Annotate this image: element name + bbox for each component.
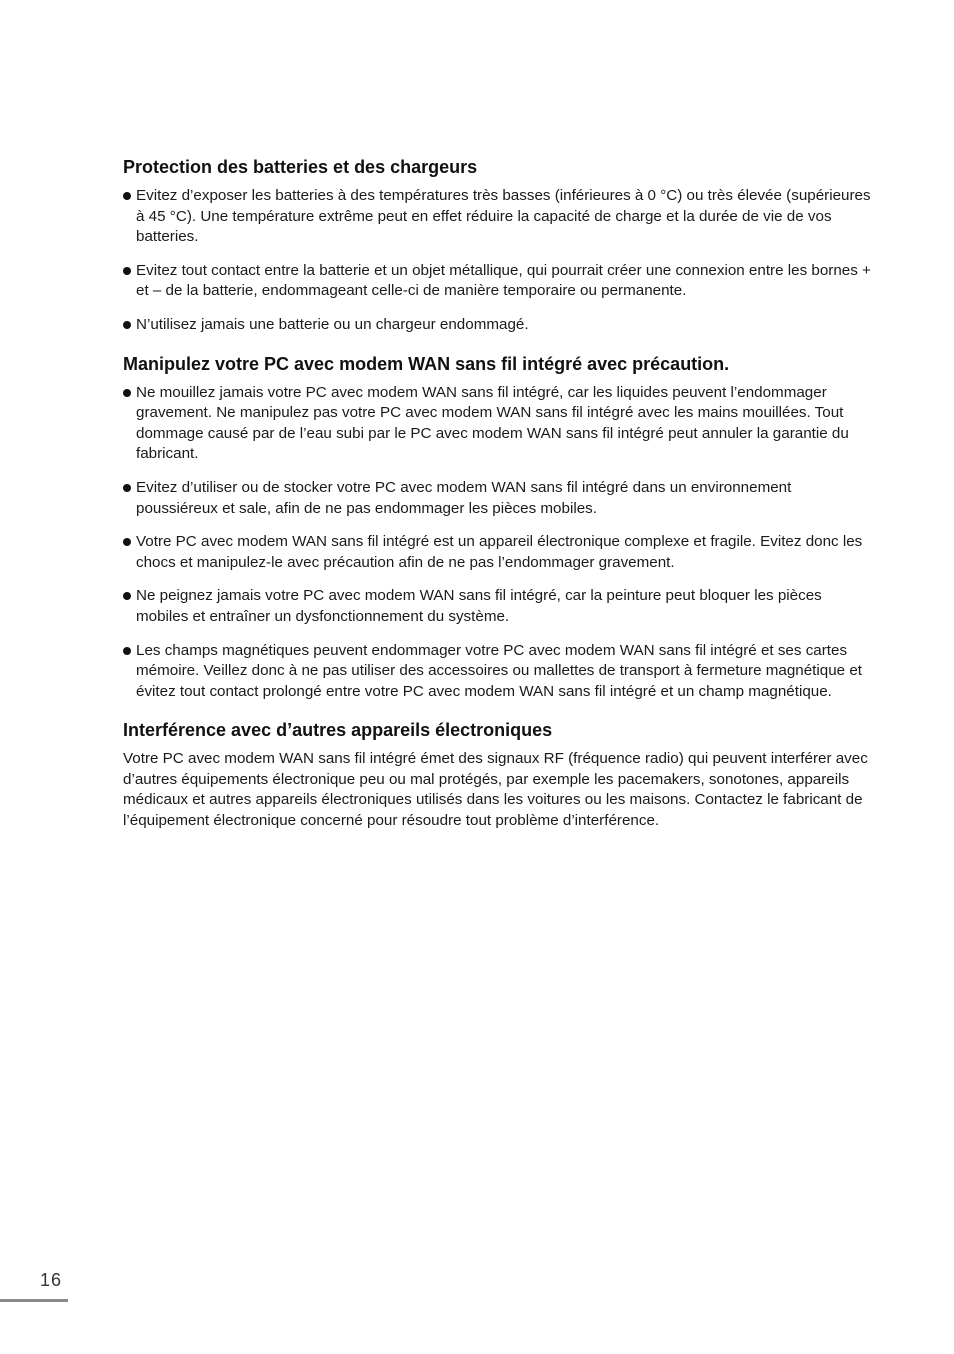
bullet-icon <box>123 321 131 329</box>
page-content <box>123 155 875 848</box>
section-handling <box>123 352 875 703</box>
section-interference <box>123 718 875 831</box>
list-item: Les champs magnétiques peuvent endommager votre PC avec modem WAN sans fil intégré et ses cartes mémoire. Veillez donc à ne pas utiliser des accessoires ou mallettes de transport à fermeture magnétique et évitez tout contact prolongé entre votre PC avec modem WAN sans fil intégré et un champ magnétique. <box>123 641 875 703</box>
bullet-icon <box>123 484 131 492</box>
list-item: Ne peignez jamais votre PC avec modem WAN sans fil intégré, car la peinture peut bloquer les pièces mobiles et entraîner un dysfonctionnement du système. <box>123 586 875 627</box>
bullet-icon <box>123 389 131 397</box>
bullet-icon <box>123 192 131 200</box>
list-item: Evitez d’exposer les batteries à des températures très basses (inférieures à 0 °C) ou très élevée (supérieures à 45 °C). Une température extrême peut en effet réduire la capacité de charge et la durée de vie de vos batteries. <box>123 186 875 248</box>
page-number-rule <box>0 1299 68 1302</box>
list-item: N’utilisez jamais une batterie ou un chargeur endommagé. <box>123 315 875 336</box>
bullet-list <box>123 186 875 336</box>
bullet-icon <box>123 647 131 655</box>
section-heading: Interférence avec d’autres appareils électroniques <box>123 720 553 741</box>
list-item: Ne mouillez jamais votre PC avec modem WAN sans fil intégré, car les liquides peuvent l’endommager gravement. Ne manipulez pas votre PC avec modem WAN sans fil intégré avec les mains mouillées. Tout dommage causé par de l’eau subi par le PC avec modem WAN sans fil intégré peut annuler la garantie du fabricant. <box>123 383 875 465</box>
body-paragraph: Votre PC avec modem WAN sans fil intégré émet des signaux RF (fréquence radio) qui peuvent interférer avec d’autres équipements électronique peu ou mal protégés, par exemple les pacemakers, sonotones, appareils médicaux et autres appareils électroniques utilisés dans les voitures ou les maisons. Contactez le fabricant de l’équipement électronique concerné pour résoudre tout problème d’interférence. <box>123 750 868 830</box>
bullet-list <box>123 383 875 703</box>
bullet-icon <box>123 538 131 546</box>
bullet-icon <box>123 592 131 600</box>
list-item: Votre PC avec modem WAN sans fil intégré est un appareil électronique complexe et fragile. Evitez donc les chocs et manipulez-le avec précaution afin de ne pas l’endommager gravement. <box>123 532 875 573</box>
section-battery-protection <box>123 155 875 336</box>
list-item: Evitez d’utiliser ou de stocker votre PC avec modem WAN sans fil intégré dans un environnement poussiéreux et sale, afin de ne pas endommager les pièces mobiles. <box>123 478 875 519</box>
section-heading: Protection des batteries et des chargeurs <box>123 157 478 177</box>
bullet-icon <box>123 267 131 275</box>
page-number: 16 <box>40 1270 63 1290</box>
list-item: Evitez tout contact entre la batterie et un objet métallique, qui pourrait créer une connexion entre les bornes + et – de la batterie, endommageant celle-ci de manière temporaire ou permanente. <box>123 261 875 302</box>
section-heading: Manipulez votre PC avec modem WAN sans fil intégré avec précaution. <box>123 353 730 374</box>
